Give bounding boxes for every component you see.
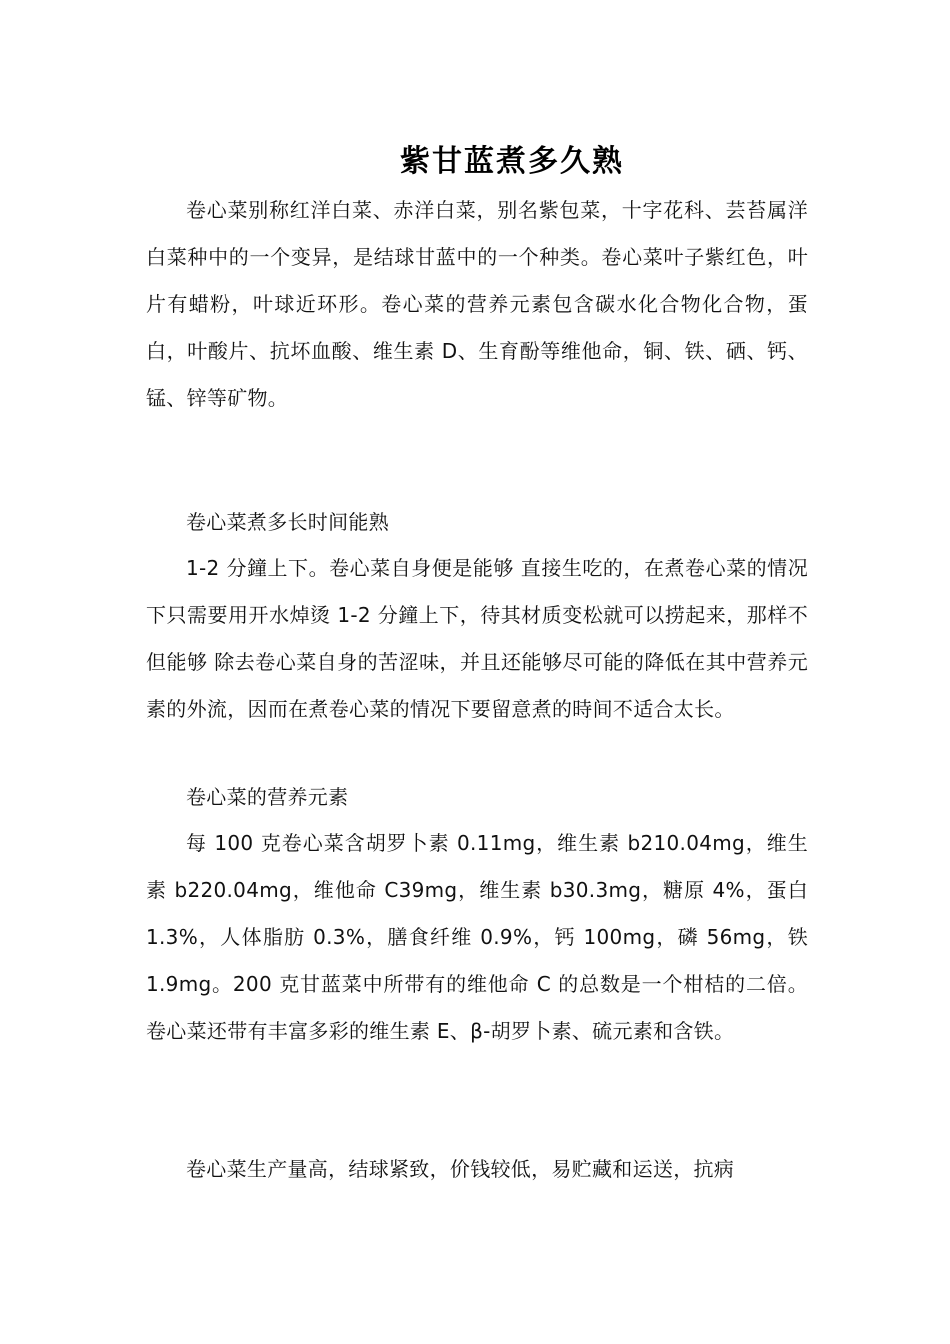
intro-paragraph: 卷心菜别称红洋白菜、赤洋白菜，别名紫包菜，十字花科、芸苔属洋白菜种中的一个变异，是结球甘蓝中的一个种类。卷心菜叶子紫红色，叶片有蜡粉，叶球近环形。卷心菜的营养元素包含碳水化合物化合物，蛋白，叶酸片、抗坏血酸、维生素 D、生育酚等维他命，铜、铁、硒、钙、锰、锌等矿物。 xyxy=(146,198,808,410)
section-heading-cooking-time: 卷心菜煮多长时间能熟 xyxy=(186,510,389,534)
section-heading-nutrition: 卷心菜的营养元素 xyxy=(186,785,349,809)
nutrition-paragraph: 每 100 克卷心菜含胡罗卜素 0.11mg，维生素 b210.04mg，维生素 b220.04mg，维他命 C39mg，维生素 b30.3mg，糖原 4%，蛋白 1.3%，人体脂肪 0.3%，膳食纤维 0.9%，钙 100mg，磷 56mg，铁 1.9mg。200 克甘蓝菜中所带有的维他命 C 的总数是一个柑桔的二倍。卷心菜还带有丰富多彩的维生素 E、β-胡罗卜素、硫元素和含铁。 xyxy=(146,831,808,1043)
page-title: 紫甘蓝煮多久熟 xyxy=(400,144,624,180)
production-paragraph: 卷心菜生产量高，结球紧致，价钱较低，易贮藏和运送，抗病 xyxy=(186,1157,735,1181)
cooking-time-paragraph: 1-2 分鐘上下。卷心菜自身便是能够 直接生吃的，在煮卷心菜的情况下只需要用开水焯烫 1-2 分鐘上下，待其材质变松就可以捞起来，那样不但能够 除去卷心菜自身的苦涩味，并且还能够尽可能的降低在其中营养元素的外流，因而在煮卷心菜的情况下要留意煮的時间不适合太长。 xyxy=(146,556,808,721)
